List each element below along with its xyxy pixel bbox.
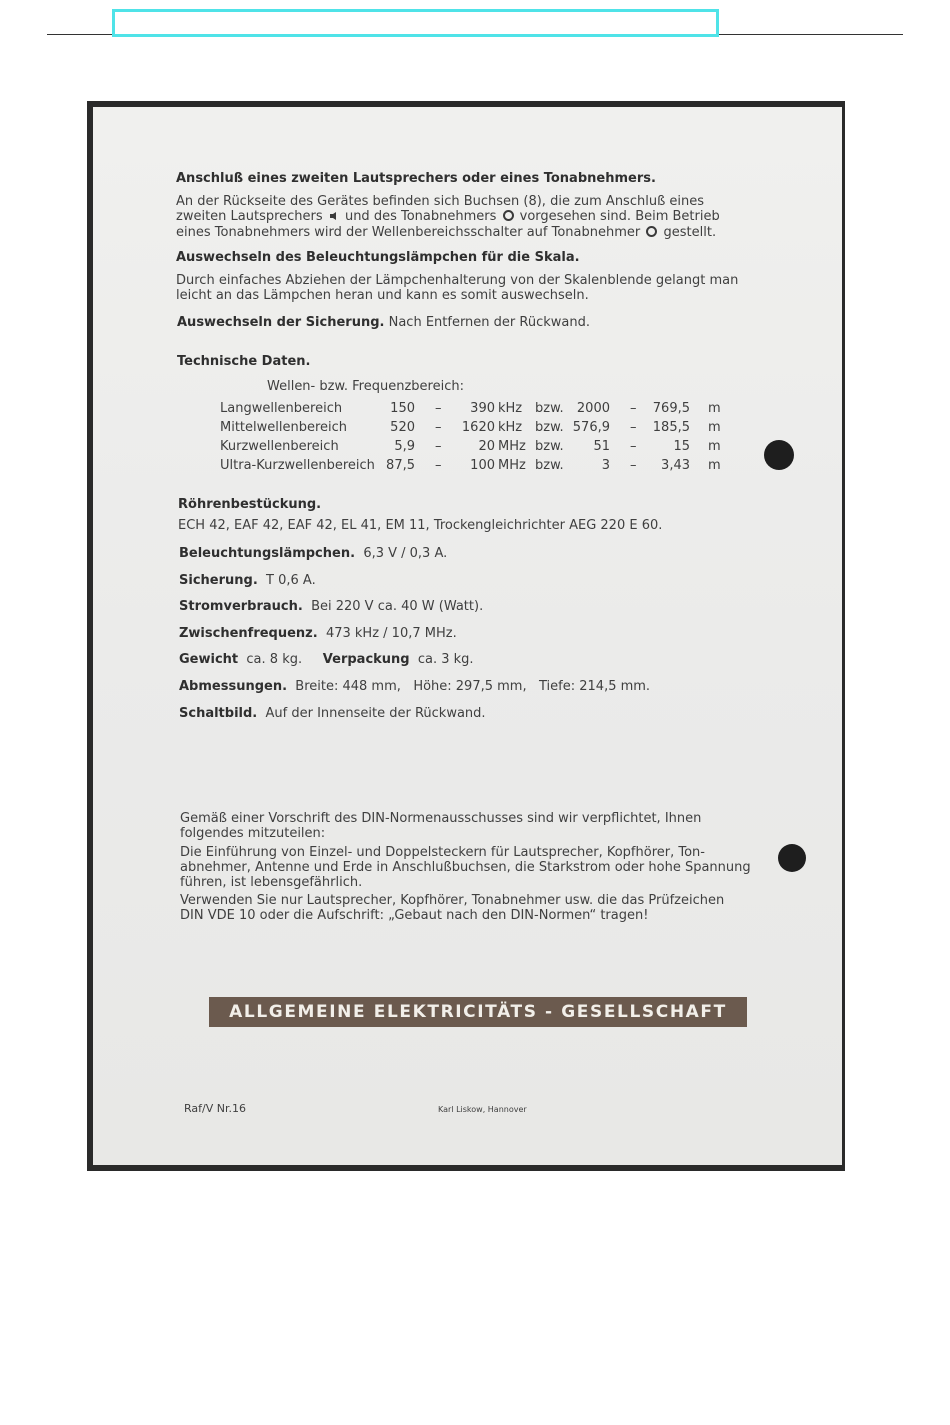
freq-to: 390 [470, 401, 495, 416]
anschluss-line-2a: zweiten Lautsprechers [176, 209, 323, 224]
wave-to: 769,5 [652, 401, 690, 416]
spec-label: Sicherung. [179, 573, 258, 588]
spec-label: Beleuchtungslämpchen. [179, 546, 356, 561]
wave-unit: m [708, 401, 721, 416]
bzw: bzw. [535, 458, 564, 473]
sicherung-wechsel-line [177, 315, 590, 331]
spec-label: Verpackung [322, 652, 410, 667]
spec-value: Breite: 448 mm, [295, 679, 401, 694]
footer-code: Raf/V Nr.16 [184, 1102, 246, 1115]
spec-value: 473 kHz / 10,7 MHz. [325, 626, 457, 641]
spec-beleuchtung [179, 546, 447, 562]
band-name: Ultra-Kurzwellenbereich [220, 458, 375, 473]
freq-from: 5,9 [394, 439, 415, 454]
spec-label: Stromverbrauch. [179, 599, 303, 614]
company-banner [209, 997, 747, 1027]
anschluss-line-2b: und des Tonabnehmers [344, 209, 497, 224]
freq-unit: kHz [498, 420, 523, 435]
punch-hole-bottom [778, 844, 806, 872]
freq-to: 1620 [461, 420, 495, 435]
dash: – [435, 401, 442, 416]
spec-value: ca. 8 kg. [246, 652, 303, 667]
dash: – [435, 439, 442, 454]
spec-value: Auf der Innenseite der Rückwand. [265, 706, 486, 721]
spec-value: Höhe: 297,5 mm, [413, 679, 527, 694]
din-line: führen, ist lebensgefährlich. [180, 875, 363, 890]
din-line: Verwenden Sie nur Lautsprecher, Kopfhörer, Tonabnehmer usw. die das Prüfzeichen [180, 893, 725, 908]
heading-roehren: Röhrenbestückung. [178, 497, 322, 512]
spec-abmessungen [179, 679, 650, 695]
wave-from: 3 [601, 458, 610, 473]
din-line: folgendes mitzuteilen: [180, 826, 326, 841]
anschluss-line-3a: eines Tonabnehmers wird der Wellenbereichsschalter auf Tonabnehmer [176, 225, 641, 240]
heading-sicherung-wechsel: Auswechseln der Sicherung. [177, 315, 385, 330]
anschluss-line-3 [176, 225, 716, 241]
dash: – [630, 458, 637, 473]
dash: – [630, 420, 637, 435]
band-name: Kurzwellenbereich [220, 439, 339, 454]
freq-from: 520 [390, 420, 415, 435]
spec-label: Abmessungen. [179, 679, 288, 694]
freq-unit: kHz [498, 401, 523, 416]
frequenz-subheading: Wellen- bzw. Frequenzbereich: [267, 379, 464, 394]
lampe-line-2: leicht an das Lämpchen heran und kann es somit auswechseln. [176, 288, 589, 303]
din-line: Die Einführung von Einzel- und Doppelsteckern für Lautsprecher, Kopfhörer, Ton- [180, 845, 705, 860]
dash: – [435, 420, 442, 435]
spec-value: T 0,6 A. [266, 573, 316, 588]
bzw: bzw. [535, 439, 564, 454]
spec-label: Gewicht [179, 652, 239, 667]
wave-unit: m [708, 420, 721, 435]
band-name: Mittelwellenbereich [220, 420, 348, 435]
wave-from: 2000 [576, 401, 610, 416]
spec-zf [179, 626, 457, 642]
roehren-text: ECH 42, EAF 42, EAF 42, EL 41, EM 11, Trockengleichrichter AEG 220 E 60. [178, 518, 663, 533]
dash: – [435, 458, 442, 473]
din-line: Gemäß einer Vorschrift des DIN-Normenausschusses sind wir verpflichtet, Ihnen [180, 811, 702, 826]
spec-sicherung [179, 573, 316, 589]
wave-unit: m [708, 439, 721, 454]
punch-hole-top [764, 440, 794, 470]
lampe-line-1: Durch einfaches Abziehen der Lämpchenhalterung von der Skalenblende gelangt man [176, 273, 739, 288]
freq-from: 87,5 [386, 458, 415, 473]
anschluss-line-2 [176, 209, 720, 225]
band-name: Langwellenbereich [220, 401, 343, 416]
freq-unit: MHz [498, 439, 526, 454]
spec-value: Bei 220 V ca. 40 W (Watt). [311, 599, 484, 614]
wave-to: 15 [673, 439, 690, 454]
freq-from: 150 [390, 401, 415, 416]
company-name: ALLGEMEINE ELEKTRICITÄTS - GESELLSCHAFT [229, 1002, 727, 1022]
spec-value: ca. 3 kg. [417, 652, 474, 667]
heading-lampe: Auswechseln des Beleuchtungslämpchen für die Skala. [176, 250, 580, 265]
anschluss-line-2c: vorgesehen sind. Beim Betrieb [519, 209, 720, 224]
dash: – [630, 439, 637, 454]
spec-gewicht [179, 652, 474, 668]
ring-icon [646, 226, 657, 237]
speaker-icon [329, 211, 339, 221]
spec-label: Schaltbild. [179, 706, 258, 721]
spec-value: Tiefe: 214,5 mm. [539, 679, 651, 694]
spec-value: 6,3 V / 0,3 A. [363, 546, 448, 561]
wave-to: 185,5 [652, 420, 690, 435]
freq-to: 20 [478, 439, 495, 454]
wave-unit: m [708, 458, 721, 473]
bzw: bzw. [535, 420, 564, 435]
ring-icon [503, 210, 514, 221]
heading-anschluss: Anschluß eines zweiten Lautsprechers oder eines Tonabnehmers. [176, 171, 656, 186]
din-line: abnehmer, Antenne und Erde in Anschlußbuchsen, die Starkstrom oder hohe Spannung [180, 860, 751, 875]
wave-from: 576,9 [572, 420, 610, 435]
wave-to: 3,43 [661, 458, 690, 473]
heading-technische-daten: Technische Daten. [177, 354, 311, 369]
spec-label: Zwischenfrequenz. [179, 626, 318, 641]
sicherung-wechsel-text: Nach Entfernen der Rückwand. [388, 315, 590, 330]
freq-to: 100 [470, 458, 495, 473]
anschluss-line-3b: gestellt. [663, 225, 717, 240]
wave-from: 51 [593, 439, 610, 454]
din-line: DIN VDE 10 oder die Aufschrift: „Gebaut nach den DIN-Normen“ tragen! [180, 908, 649, 923]
footer-printer: Karl Liskow, Hannover [438, 1105, 527, 1114]
anschluss-line-1: An der Rückseite des Gerätes befinden sich Buchsen (8), die zum Anschluß eines [176, 194, 705, 209]
spec-schaltbild [179, 706, 486, 722]
freq-unit: MHz [498, 458, 526, 473]
selection-box[interactable] [112, 9, 719, 37]
spec-strom [179, 599, 483, 615]
bzw: bzw. [535, 401, 564, 416]
dash: – [630, 401, 637, 416]
